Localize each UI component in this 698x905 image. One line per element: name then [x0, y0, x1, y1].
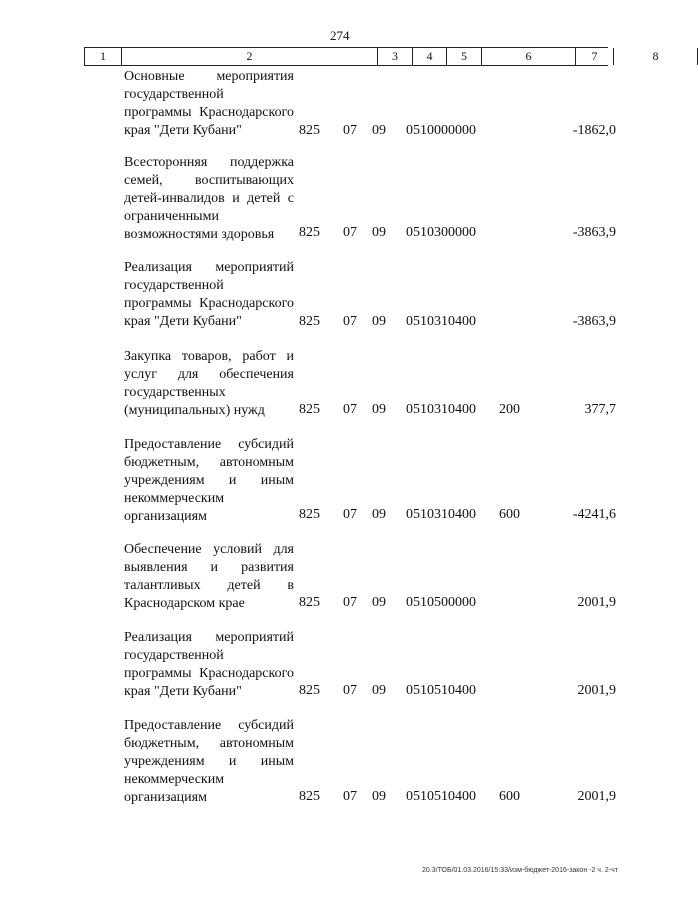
row-code-3: 825 — [299, 683, 320, 698]
row-amount: 2001,9 — [577, 595, 616, 610]
row-code-6: 0510000000 — [406, 123, 476, 138]
row-code-4: 07 — [343, 789, 357, 804]
row-code-3: 825 — [299, 789, 320, 804]
header-col-2: 2 — [122, 48, 378, 65]
row-amount: -3863,9 — [572, 225, 616, 240]
row-code-3: 825 — [299, 123, 320, 138]
row-code-3: 825 — [299, 314, 320, 329]
row-code-6: 0510310400 — [406, 402, 476, 417]
row-name: Реализация мероприятий государственной программы Краснодарского края "Дети Кубани" — [124, 630, 294, 699]
row-code-5: 09 — [372, 225, 386, 240]
row-amount: 2001,9 — [577, 789, 616, 804]
row-code-4: 07 — [343, 402, 357, 417]
row-code-7: 600 — [499, 507, 520, 522]
row-code-3: 825 — [299, 225, 320, 240]
row-code-6: 0510310400 — [406, 314, 476, 329]
row-code-7: 600 — [499, 789, 520, 804]
row-name: Предоставление субсидий бюджетным, автономным учреждениям и иным некоммерческим организациям — [124, 437, 294, 524]
row-amount: 377,7 — [584, 402, 616, 417]
row-amount: -3863,9 — [572, 314, 616, 329]
row-name: Предоставление субсидий бюджетным, автономным учреждениям и иным некоммерческим организациям — [124, 718, 294, 805]
table-row — [84, 68, 616, 142]
header-col-4: 4 — [413, 48, 447, 65]
row-code-6: 0510500000 — [406, 595, 476, 610]
row-code-5: 09 — [372, 314, 386, 329]
row-code-4: 07 — [343, 683, 357, 698]
table-row — [84, 348, 616, 422]
row-code-7: 200 — [499, 402, 520, 417]
table-row — [84, 154, 616, 246]
header-col-7: 7 — [576, 48, 614, 65]
table-header — [84, 47, 659, 66]
row-code-6: 0510510400 — [406, 789, 476, 804]
row-name: Реализация мероприятий государственной программы Краснодарского края "Дети Кубани" — [124, 260, 294, 329]
row-code-3: 825 — [299, 595, 320, 610]
row-code-6: 0510310400 — [406, 507, 476, 522]
row-code-5: 09 — [372, 123, 386, 138]
row-code-4: 07 — [343, 123, 357, 138]
header-col-8: 8 — [614, 48, 698, 65]
row-amount: -1862,0 — [572, 123, 616, 138]
table-row — [84, 717, 616, 809]
row-code-4: 07 — [343, 225, 357, 240]
row-name: Обеспечение условий для выявления и развития талантливых детей в Краснодарском крае — [124, 542, 294, 611]
row-code-3: 825 — [299, 402, 320, 417]
header-col-1: 1 — [84, 48, 122, 65]
row-code-4: 07 — [343, 507, 357, 522]
row-amount: 2001,9 — [577, 683, 616, 698]
row-code-5: 09 — [372, 507, 386, 522]
row-code-5: 09 — [372, 402, 386, 417]
table-row — [84, 259, 616, 333]
row-name: Закупка товаров, работ и услуг для обеспечения государственных (муниципальных) нужд — [124, 349, 294, 418]
row-code-5: 09 — [372, 683, 386, 698]
table-row — [84, 541, 616, 615]
row-name: Всесторонняя поддержка семей, воспитывающих детей-инвалидов и детей с ограниченными возможностями здоровья — [124, 155, 294, 242]
row-code-5: 09 — [372, 789, 386, 804]
header-col-6: 6 — [482, 48, 576, 65]
header-col-3: 3 — [378, 48, 413, 65]
row-code-3: 825 — [299, 507, 320, 522]
row-code-4: 07 — [343, 314, 357, 329]
header-col-5: 5 — [447, 48, 482, 65]
row-code-4: 07 — [343, 595, 357, 610]
page-number: 274 — [330, 28, 350, 43]
document-footer: 20.3/ТОБ/01.03.2016/15:33/изм-бюджет-2016-закон -2 ч. 2-чт — [422, 867, 618, 874]
row-amount: -4241,6 — [572, 507, 616, 522]
table-row — [84, 436, 616, 528]
row-code-5: 09 — [372, 595, 386, 610]
table-row — [84, 629, 616, 703]
row-code-6: 0510510400 — [406, 683, 476, 698]
row-code-6: 0510300000 — [406, 225, 476, 240]
row-name: Основные мероприятия государственной программы Краснодарского края "Дети Кубани" — [124, 69, 294, 138]
